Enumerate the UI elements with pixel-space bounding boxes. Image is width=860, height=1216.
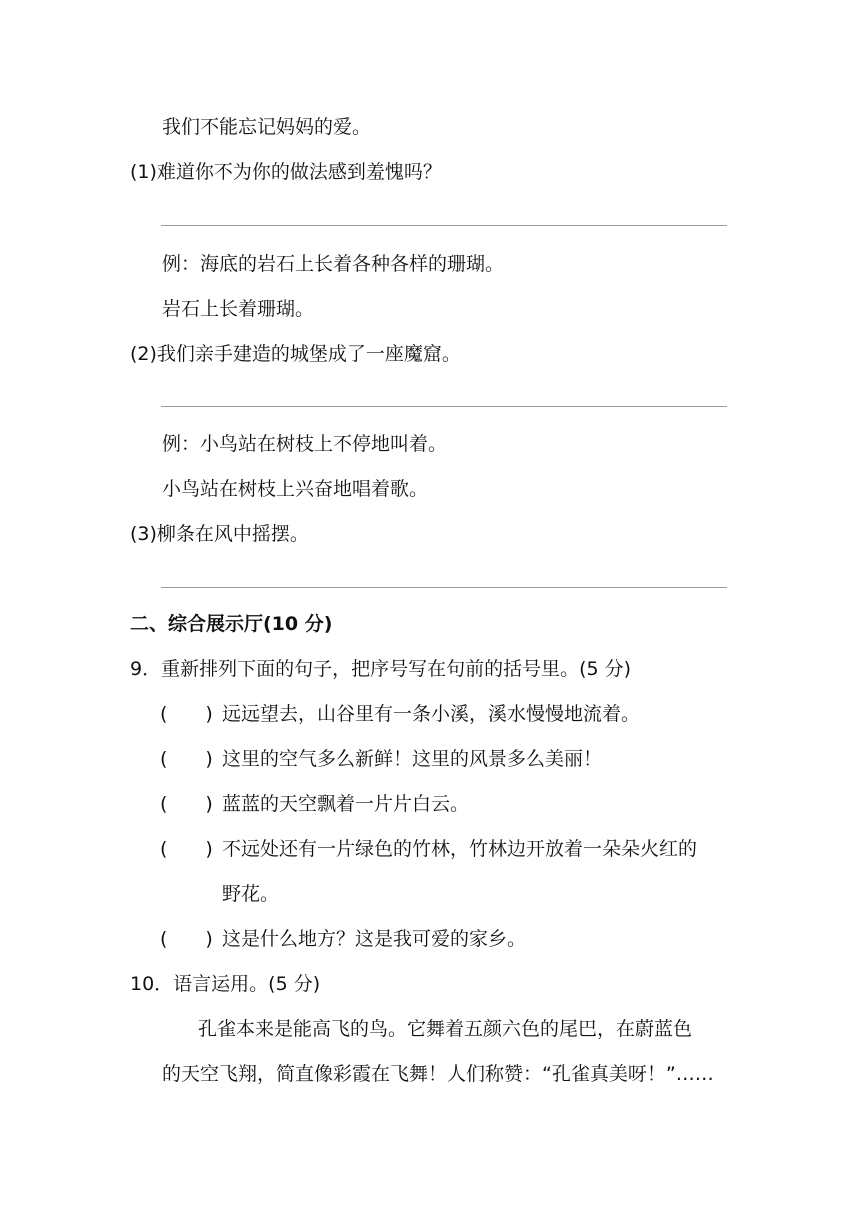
- answer-line-1[interactable]: [161, 225, 727, 226]
- q9-item-text: 远远望去，山谷里有一条小溪，溪水慢慢地流着。: [222, 703, 641, 725]
- question-10-prompt: 10．语言运用。(5 分): [130, 973, 321, 995]
- q9-item-4-continuation: 野花。: [222, 883, 280, 905]
- example-3-result: 小鸟站在树枝上兴奋地唱着歌。: [162, 478, 429, 500]
- answer-line-2[interactable]: [161, 406, 727, 407]
- q9-item-4: [160, 837, 697, 861]
- answer-bracket[interactable]: ( ): [160, 838, 213, 860]
- q9-item-text: 蓝蓝的天空飘着一片片白云。: [222, 793, 470, 815]
- section-2-heading: 二、综合展示厅(10 分): [130, 613, 333, 635]
- intro-sentence: 我们不能忘记妈妈的爱。: [162, 116, 372, 138]
- question-9-prompt: 9．重新排列下面的句子，把序号写在句前的括号里。(5 分): [130, 658, 632, 680]
- q9-item-text: 这是什么地方？这是我可爱的家乡。: [222, 928, 527, 950]
- example-3: 例：小鸟站在树枝上不停地叫着。: [162, 433, 448, 455]
- answer-bracket[interactable]: ( ): [160, 928, 213, 950]
- example-2-result: 岩石上长着珊瑚。: [162, 298, 315, 320]
- question-3: (3)柳条在风中摇摆。: [130, 523, 309, 545]
- answer-bracket[interactable]: ( ): [160, 748, 213, 770]
- answer-bracket[interactable]: ( ): [160, 703, 213, 725]
- q9-item-text: 不远处还有一片绿色的竹林，竹林边开放着一朵朵火红的: [222, 838, 698, 860]
- q9-item-5: [160, 927, 526, 951]
- passage-line-2: 的天空飞翔，简直像彩霞在飞舞！人们称赞：“孔雀真美呀！”……: [162, 1063, 714, 1085]
- q9-item-text: 这里的空气多么新鲜！这里的风景多么美丽！: [222, 748, 603, 770]
- example-2: 例：海底的岩石上长着各种各样的珊瑚。: [162, 253, 505, 275]
- passage-line-1: 孔雀本来是能高飞的鸟。它舞着五颜六色的尾巴，在蔚蓝色: [198, 1018, 693, 1040]
- question-1: (1)难道你不为你的做法感到羞愧吗？: [130, 161, 442, 183]
- q9-item-1: [160, 702, 640, 726]
- q9-item-2: [160, 747, 602, 771]
- answer-bracket[interactable]: ( ): [160, 793, 213, 815]
- question-2: (2)我们亲手建造的城堡成了一座魔窟。: [130, 343, 461, 365]
- answer-line-3[interactable]: [161, 587, 727, 588]
- q9-item-3: [160, 792, 469, 816]
